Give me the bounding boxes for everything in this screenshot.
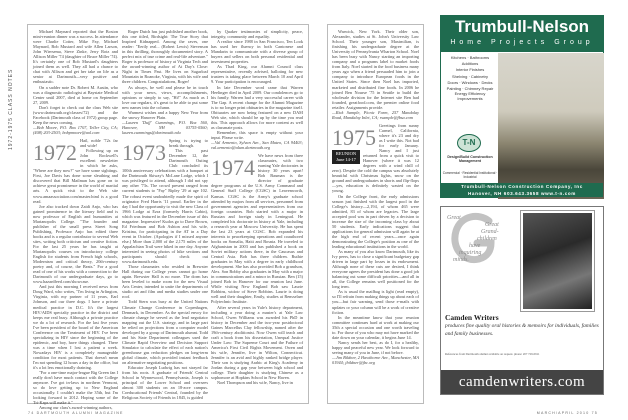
badge-line: REUNION <box>335 150 357 156</box>
paragraph: In late December word came that Warren Heelinger died in April 2009. Our condolences go to his family. Warren had a very successful career with The Gap. A recent change for the Alumni Magazine is to no longer print obituaries in the magazine itself. Obituaries are now being featured on a new DAM Web site, which should be up by the time you read this. This approach allows for more content as well as classmate posts. <box>211 84 303 130</box>
correspondent-signature: —Lauren 'Duff' Cummings, P.O. Box 560, Hanover, NH 03755-0560; lauren.cummings@dartmouth.edu <box>122 119 208 135</box>
paragraph: On a sadder note Dr. Robert M. Austin, who was a diagnostic radiologist at Baystate Medical Center until 2007, died at home on September 27, 2009. <box>33 84 118 105</box>
class-year-section <box>332 123 419 194</box>
correspondent-signature: —Bob Moore, P.O. Box 1707, Teller City, CA; (408) 203-2503; bobpmoore@aol.com <box>33 124 118 135</box>
paragraph: On the College front, the early admissions season just finished with the largest pool in the College's history—2,194, of whom 465 were admitted, 83 of whom are legacies. The large accepted pool was in part driven by a decision to increase the size of the incoming class by about 50 students. Early indications suggest that applications for general admission will again be at the high end of recent years—once again demonstrating the College's position as one of the leading educational institutions in the world. <box>332 193 419 249</box>
paragraph: Michael Maynard reported that the Boston mini-reunion dinner was a success. In attendance were Charlie Cotter, Mike Fay, Michael Maynard, Bob Mustard and wife Allen Larson, John Wiersema, Steve Zinke, Jerry Rotz and Allison Miller '74 (daughter of Bruce Miller '74). It's certainly one of Bob Mustard's daughters joined them as well. They all had a chance to chat with Allison and get her take on life as a senior at Dartmouth—very positive and enthusiastic. <box>33 29 118 85</box>
paragraph: In the meantime know that your reunion committee continues hard at work at making our 35th a special occasion and one worth traveling to. For those of you who may not have marked the date down on your calendar, it begins June 14. <box>332 314 419 340</box>
sectors-label: Commercial · Residential Institutional · Industrial <box>442 171 498 179</box>
column-3 <box>211 29 303 400</box>
service-item: Shelving · Cabinetry <box>451 73 489 79</box>
paragraph: Warwick, New York. Their older son, Alexander, studies at St. John's University Law School. Their younger son, Maximilian, is finishing his undergraduate degree at the University of Pennsylvania Wharton School. Noel has been busy with Nancy starting an importing company and a programs label to market foods from Italy. Noel started in the food business many years ago when a friend persuaded him to join a company to introduce European foods in the United States. Since then Noel has imported, marketed and distributed fine foods. In 2006 he joined Ben Nourse '75 in Seattle to build the wholesale division for the Internet site Ben had founded, greatfood.com, the premier online food retailer. Assignments provide. <box>332 29 419 110</box>
design-build-label: Design/Build Construction Management <box>447 155 493 164</box>
paragraph: This past December 12, the Dartmouth Outing Club concluded its 100th anniversary celebrations with a banquet at the Dartmouth Skiway's McLane Lodge, which I was privileged to attend, although I did not spy any other '73s. The crowd present ranged from current students to "Fay" Ripley '29 at age 102. The robust event undoubtedly made the spirit of originator Fred Harris '11 proud. Earlier in the day I had the opportunity to visit the new Class of 1966 Lodge at Ezra (formerly Harris Cabin), which was featured in the December issue of this magazine. Impressive! Kudos go to Dave Brown, Ed Friedman and Bob Ashton and his wife, Kristina, for participating in the AT in a Day event in October. (Apologies if I missed anyone else.) More than 2,000 of the 2,175 miles of the Appalachian Trail were hiked in one day. Anyone interested in seeing photos of hike sections and participants should check out www.dartmouth.edu. <box>122 148 208 265</box>
paragraph: As Thad King, our Alumni Council class representative, recently advised, balloting for new trustees is taking place between March 10 and April 9. Your participation is encouraged. <box>211 64 303 85</box>
class-year-section <box>122 137 208 165</box>
service-item: Additions <box>461 61 479 67</box>
paragraph: Those classmates who resided in Brewster Hall during our College years cannot go home again. Brewster Hall is no more. The dorm has been leveled to make room for the new Visual Arts Center, intended to unite the departments of studio art and film and media studies under one roof. <box>122 264 208 300</box>
paragraph: And just this morning I received news from Doug Ward, who writes, "I'm living in Arlington, Virginia, with my partner of 11 years, Earl Johnson, and our three dogs. I have a private medical practice in D.C. It's the largest HIV/AIDS specialty practice in the district and keeps me real busy. Although a private practice we do a lot of research. For the last five years I've been president of the board of the American Conference on the Treatment of HIV. I've been specializing in HIV since the beginning of the epidemic, and boy, have things changed. There was a time when I lost a patient a week. Nowadays HIV is a completely manageable condition for most patients. That doesn't mean I'm not spending 12 hours a day in the office, but it's a lot less emotionally draining. <box>33 284 118 371</box>
paragraph: Remember, this space is empty without your input. Please write. <box>211 129 303 140</box>
class-year-heading: 1972 <box>33 139 77 165</box>
child-photo <box>521 211 594 311</box>
paragraph: We have news from three classmates, with two earning Yale doctorates in history 30 years apart! Bob Bauman is the director of graduate degree programs at the U.S. Army Command and General Staff College (CGSC) in Leavenworth, Kansas. CGSC is the Army's graduate school attended by majors from all services, personnel from government agencies and representatives from our foreign countries. Bob started with a major in Russian and foreign study in Leningrad. He completed his doctorate in history at Yale, including a research year at Moscow University. He has spent the last 23 years at CGSC. Bob expanded his interests to peacekeeping operations and coauthored books on Somalia, Haiti and Bosnia. He traveled to Afghanistan in 2003 and has published a book on Soviet military actions there, in the Caucasus and Central Asia. Bob has three children. Ruthie graduates in May with a degree in early childhood development. She has also provided Bob a grandson, Alex. Son Bobby also graduates in May with a major in communications and a minor in Russian. Ben (15) joined Bob in Hanover for our reunion last June. While visiting New England Bob saw Laurie Robbins, widow of Steve Robbins. Laurie is doing well and their daughter, Emily, studies at Rensselaer Polytechnic Institute. <box>211 153 303 305</box>
correspondent-signature: —Rick Sample, Picnic Farm, 257 Mandalay Road, Mandalay Inlet, CA; rsample@fbsa.com <box>332 109 419 120</box>
paragraph: As is usual the mailbag is light (read empty), so I'll refrain from making things up about each of you—but fair warning, send those e-mails with updates or your column will be a work of creative fiction. <box>332 289 419 315</box>
service-item: Painting · Chimney Repair <box>446 86 494 92</box>
paragraph: As always, be well and please be in touch with your news, views, accomplishments, opinions or simply to say, "Hi!" As much as I love our regulars, it's great to be able to put some new names into the column. <box>122 84 208 110</box>
kitchen-photo <box>498 53 604 199</box>
service-item: Interior Finishes <box>455 67 485 73</box>
ad-title: Trumbull-Nelson <box>454 17 590 36</box>
paragraph: Nancy sends her best, as do I, for a healthy, happy and peaceful new year. We look forward to seeing many of you in June, if not before. <box>332 339 419 355</box>
correspondent-signature: —Jim Bildner, 2 Hawthorne Ave., Manchester, MA 01944; jbildner@jbc.org <box>332 355 419 366</box>
paragraph: Among our class's award-winning authors, <box>39 405 113 411</box>
column-4 <box>332 29 419 400</box>
paragraph: Following up on John Rockwell's excellent newsletter in which he asks, "Where are they now?" we have some sightings. First, Joe Davis has done some sleuthing and discovered that Bill Mailman has gone on to achieve great prominence in the world of martial arts. A quick visit to the Web site www.amaassociation.com/master.html is a good read. <box>33 148 118 204</box>
camden-writers-ad[interactable] <box>440 206 604 395</box>
ad-references: References from Dartmouth alumni available on request. phone: 207 729-0911 <box>445 352 540 356</box>
footer-right: MARCH/APRIL 2010 75 <box>536 411 598 415</box>
paragraph: Greetings from sunny Carmel, California, where it's 23 and dry as I write this. Not bad for early January. Nancy and I just returned from a quick visit to Hanover (where it was 12 degrees with a wind chill of zero). Despite the cold the campus was absolutely beautiful with Christmas lights, snow on the ground and undergraduates in shorts and flip-flops—yes, education is definitely wasted on the young. <box>332 122 419 194</box>
paragraph: Don't forget to check out the class Web site (www.dartmouth.org/classes/72) and the Facebook (Dartmouth class of 1972) group page. Keep the news coming. <box>33 104 118 125</box>
service-item: Kitchens · Bathrooms <box>450 55 490 60</box>
column-2 <box>122 29 208 400</box>
section-label: 1972-1975 CLASS NOTES <box>8 68 14 150</box>
service-item: Energy Efficiency Improvements <box>454 91 486 101</box>
reunion-badge <box>332 150 360 164</box>
badge-line: June 14-17 <box>336 156 356 162</box>
company-contact: Hanover, NH 603.643.3658 www.t-n.com <box>468 190 576 196</box>
column-1 <box>33 29 118 411</box>
paragraph: Educator Joseph Ludwig has not strayed far from his roots. A graduate of Friends' Central School in Wynnewood, Pennsylvania, Joseph is principal of the Lower School and oversees almost 300 students on an 18-acre campus. Coeducational Friends' Central, founded by the Religious Society of Friends in 1845, is guided <box>122 365 208 401</box>
tn-logo: T-N <box>457 134 481 152</box>
ad-url[interactable]: camdenwriters.com <box>441 370 603 394</box>
ad-header <box>441 16 603 52</box>
paragraph: A realtor since 1988 in San Francisco, Ten Look has used her fluency in both Cantonese and Mandarin to communicate with a diverse group of buyers and sellers on both personal residential and investment properties. <box>211 39 303 65</box>
paragraph: Joe also tracked down Zaidi Anjo, who has gained prominence in the literary field and is now professor of English and humanities at Marianopolis College. "The founder and publisher of the small press Street Song Publishing, Professor Anjo has edited three books and is a regular contributor to several Web sites, writing both criticism and creative fiction. For the last 25 years he has taught at Marianopolis courses on introductory college English for students from French high schools, Modernism and critical theory, 20th-century poetry and, of course, the Beats." For a good read of one of his works with a connection to the Dartmouth of our undergraduate days, go to www.hazardfeed.com/showcase. <box>33 203 118 285</box>
paragraph: by Quaker testimonies of simplicity, peace, integrity, community and equality. <box>211 29 303 40</box>
ad-subtitle: Home Projects Group <box>450 39 594 46</box>
trumbull-nelson-ad[interactable] <box>440 15 604 198</box>
paragraph: Noel Thompson and his wife, Nancy, live in <box>217 380 293 386</box>
paragraph: After several years in Yale's history department, including a year doing a master's at Yale Law School, Owen Williams was awarded his PhD in history in December and the two-year postdoctoral Gaines Marcellus Clay fellowship, named after the 19th-century abolitionist. Now Owen will teach and craft a book from his dissertation, Unequal Justice Under Law: The Supreme Court and the Failure of America's First Civil Rights Movement. Owen and his wife, Jennifer, live in Wilton, Connecticut. Jennifer is an avid and highly ranked bridge player. Their son is studying Arabic at King's Academy in Jordan during a gap year between high school and college. Their daughter is studying Chinese as a sophomore at Hopkins School in New Haven. <box>211 304 303 381</box>
class-year-heading: 1974 <box>211 155 255 181</box>
paragraph: Spring is trying to break through. <box>169 137 208 149</box>
services-list <box>441 53 499 101</box>
paragraph: "For a one-time major-league Big Green fan I really don't have much contact with the College anymore. I've got in-laws in northern Vermont, so do love getting up to New England occasionally. I couldn't make the 35th, but I'm looking forward to 2012. Hoping some of the Tri-Kaps will make it." <box>33 370 118 406</box>
ad-company-name: Camden Writers <box>445 313 499 322</box>
ad-description: produces fine quality oral histories & memoirs for individuals, families and family businesses. <box>445 323 599 337</box>
class-year-heading: 1973 <box>122 139 166 165</box>
class-year-heading: 1975 <box>332 124 376 150</box>
paragraph: Warmest wishes and a happy New Year from the snowy Hanover Plain. <box>122 109 208 120</box>
paragraph: Hail, noble '72s far and wide! <box>80 137 118 149</box>
correspondent-signature: —Val Armento, Sylvan Ave., San Mateo, CA 94403; val.armento@alum.dartmouth.org <box>211 140 303 151</box>
paragraph: Roger Dutch has just published another book, this one titled, Birdsight: The True Story that Inspired Kidnapped. Among the raves, one reader: "Eerily real... (Robert Lewis) Stevenson in this thrilling, thoroughly documented story. A perfect mix of true crime and real-life adventure." Roger is professor of history at Virginia Tech and the award-winning author of At Day's Close: Night in Times Past. He lives on Sugarloaf Mountain in Roanoke, Virginia, with his wife and three children. Congratulations, Roger! <box>122 29 208 85</box>
class-year-section <box>33 137 118 165</box>
paragraph: Todd Stern was busy at the United Nations Climate Change Conference in Copenhagen, Denmark, in December. As the special envoy for climate change he served as the lead negotiator mapping out the U.S. strategy, and in large part he relied on projections from a computer model developed by a group of Dartmouth alumni. Todd and his State Department colleagues used the Climate Rapid Overview and Decision Support Simulator to calculate the effect of each nation's greenhouse gas reduction pledges on long-term global climate, which provided instant feedback on alternative negotiating positions. <box>122 299 208 366</box>
service-item: Doors · Windows · Decks <box>447 79 493 85</box>
paragraph: As many of you also know Dartmouth, like its Ivy peers, has to close a significant budgetary gap driven in large part by losses in its endowment. Although none of these cuts are desired, I think everyone agrees the president has done a good job balancing out some difficult priorities—and all in all, the College remains well positioned for the long term. <box>332 249 419 290</box>
footer-left: 74 DARTMOUTH ALUMNI MAGAZINE <box>28 411 124 415</box>
ad-tagline: Great Great Grand- children have inquiring minds. <box>447 215 499 263</box>
ad-footer <box>441 183 603 197</box>
class-year-section <box>211 153 303 304</box>
company-name: Trumbull-Nelson Construction Company, Inc <box>461 184 583 189</box>
